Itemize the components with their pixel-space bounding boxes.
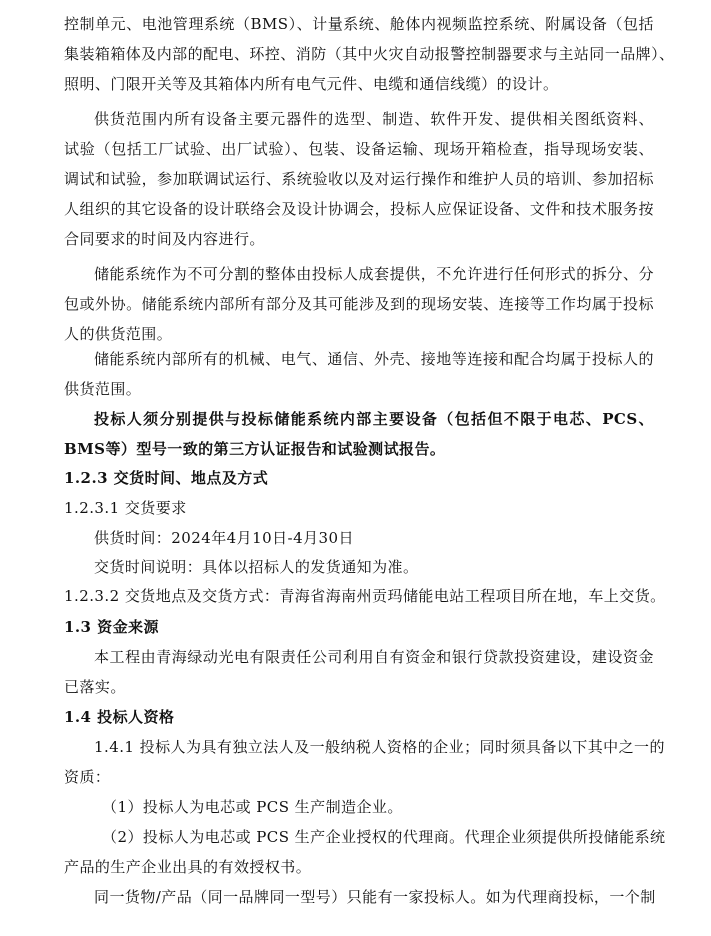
paragraph-2-line-4: 人组织的其它设备的设计联络会及设计协调会，投标人应保证设备、文件和技术服务按 xyxy=(64,200,654,218)
paragraph-2-line-5: 合同要求的时间及内容进行。 xyxy=(64,230,265,248)
paragraph-3-line-2: 包或外协。储能系统内部所有部分及其可能涉及到的现场安装、连接等工作均属于投标 xyxy=(64,295,654,313)
paragraph-2-line-1: 供货范围内所有设备主要元器件的选型、制造、软件开发、提供相关图纸资料、 xyxy=(94,110,654,128)
paragraph-4-line-2: 供货范围。 xyxy=(64,380,142,398)
paragraph-1-line-2: 集装箱箱体及内部的配电、环控、消防（其中火灾自动报警控制器要求与主站同一品牌）、 xyxy=(64,45,675,63)
paragraph-3-line-1: 储能系统作为不可分割的整体由投标人成套提供，不允许进行任何形式的拆分、分 xyxy=(94,265,654,283)
paragraph-5-line-1: 投标人须分别提供与投标储能系统内部主要设备（包括但不限于电芯、PCS、 xyxy=(94,410,654,428)
paragraph-2-line-2: 试验（包括工厂试验、出厂试验）、包装、设备运输、现场开箱检查，指导现场安装、 xyxy=(64,140,654,158)
section-1-3-heading: 1.3 资金来源 xyxy=(64,618,159,636)
section-1-4-heading: 1.4 投标人资格 xyxy=(64,708,175,726)
paragraph-1-line-1: 控制单元、电池管理系统（BMS）、计量系统、舱体内视频监控系统、附属设备（包括 xyxy=(64,15,654,33)
paragraph-1-line-3: 照明、门限开关等及其箱体内所有电气元件、电缆和通信线缆）的设计。 xyxy=(64,75,559,93)
section-1-3-line-1: 本工程由青海绿动光电有限责任公司利用自有资金和银行贷款投资建设，建设资金 xyxy=(94,648,654,666)
clause-1-4-1-line-2: 资质： xyxy=(64,768,111,786)
section-1-2-3-2: 1.2.3.2 交货地点及交货方式：青海省海南州贡玛储能电站工程项目所在地，车上交货。 xyxy=(64,587,666,605)
section-1-3-line-2: 已落实。 xyxy=(64,678,126,696)
qualification-item-2-line-1: （2）投标人为电芯或 PCS 生产企业授权的代理商。代理企业须提供所投储能系统 xyxy=(102,828,666,846)
paragraph-3-line-3: 人的供货范围。 xyxy=(64,325,173,343)
qualification-item-2-line-2: 产品的生产企业出具的有效授权书。 xyxy=(64,858,312,876)
clause-1-4-1-line-1: 1.4.1 投标人为具有独立法人及一般纳税人资格的企业；同时须具备以下其中之一的 xyxy=(94,738,665,756)
paragraph-4-line-1: 储能系统内部所有的机械、电气、通信、外壳、接地等连接和配合均属于投标人的 xyxy=(94,350,654,368)
delivery-time: 供货时间：2024年4月10日-4月30日 xyxy=(94,529,354,547)
last-line: 同一货物/产品（同一品牌同一型号）只能有一家投标人。如为代理商投标，一个制 xyxy=(94,888,656,906)
section-1-2-3-1-heading: 1.2.3.1 交货要求 xyxy=(64,499,187,517)
qualification-item-1: （1）投标人为电芯或 PCS 生产制造企业。 xyxy=(102,798,403,816)
delivery-note: 交货时间说明：具体以招标人的发货通知为准。 xyxy=(94,558,419,576)
paragraph-5-line-2: BMS等）型号一致的第三方认证报告和试验测试报告。 xyxy=(64,440,446,458)
paragraph-2-line-3: 调试和试验，参加联调试运行、系统验收以及对运行操作和维护人员的培训、参加招标 xyxy=(64,170,654,188)
section-1-2-3-heading: 1.2.3 交货时间、地点及方式 xyxy=(64,469,269,487)
